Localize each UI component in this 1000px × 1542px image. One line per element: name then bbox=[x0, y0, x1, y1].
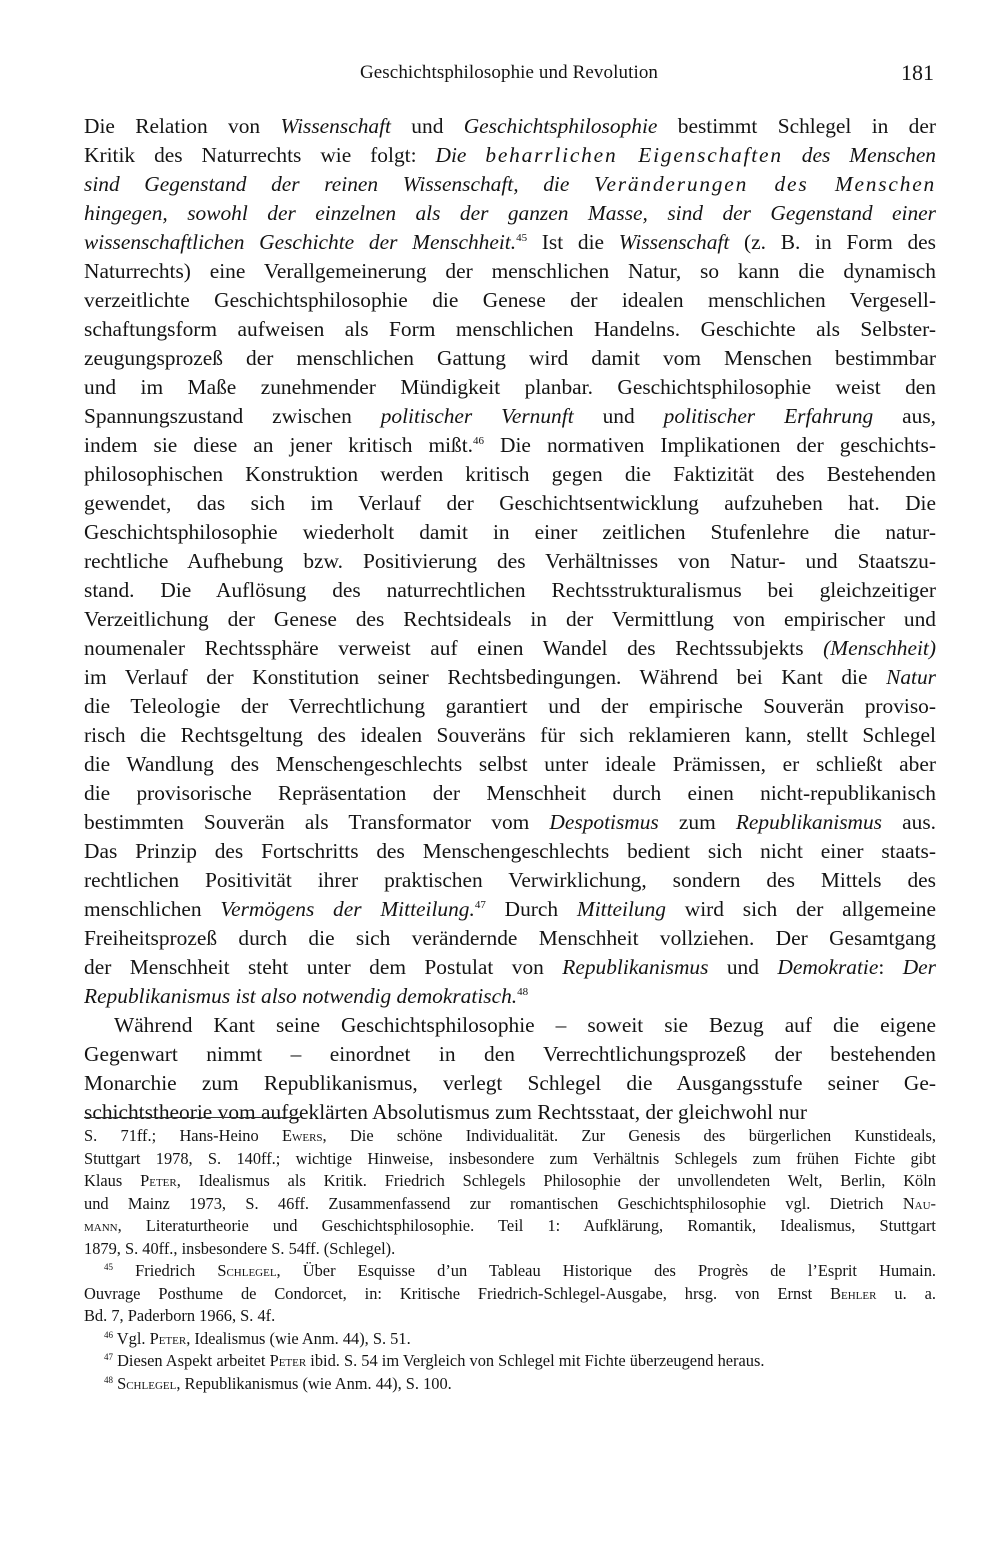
text-run: die Teleologie der Verrechtlichung garantiert und der empirische Souverän proviso- bbox=[84, 694, 936, 718]
text-line bbox=[84, 373, 936, 402]
footnote-marker: 45 bbox=[104, 1262, 113, 1272]
text-line bbox=[84, 286, 936, 315]
text-line bbox=[84, 866, 936, 895]
italic-text: Vermögens der Mitteilung. bbox=[220, 897, 475, 921]
footnote-marker: 45 bbox=[516, 232, 528, 244]
text-run: und im Maße zunehmender Mündigkeit planbar. Geschichtsphilosophie weist den bbox=[84, 375, 936, 399]
text-line bbox=[84, 112, 936, 141]
italic-text: Der bbox=[902, 955, 936, 979]
text-run: im Verlauf der Konstitution seiner Rechtsbedingungen. Während bei Kant die bbox=[84, 665, 887, 689]
text-run: Friedrich bbox=[113, 1261, 218, 1280]
footnote-line bbox=[84, 1170, 936, 1193]
text-run: und Mainz 1973, S. 46ff. Zusammenfassend zur romantischen Geschichtsphilosophie vgl. Dietrich bbox=[84, 1193, 903, 1213]
italic-text: wissenschaftlichen Geschichte der Menschheit. bbox=[84, 230, 517, 254]
footnote-line bbox=[84, 1193, 936, 1216]
footnote-line bbox=[84, 1148, 936, 1171]
footnote-line bbox=[84, 1328, 936, 1351]
footnote-marker: 48 bbox=[517, 986, 529, 998]
italic-text: politischer Vernunft bbox=[380, 404, 574, 428]
author-name: mann bbox=[84, 1216, 118, 1235]
text-run: Verzeitlichung der Genese des Rechtsideals in der Vermittlung von empirischer und bbox=[84, 607, 936, 631]
text-run: stand. Die Auflösung des naturrechtlichen Rechtsstrukturalismus bei gleichzeitiger bbox=[84, 578, 936, 602]
author-name: Nau- bbox=[902, 1193, 936, 1213]
text-line bbox=[84, 1069, 936, 1098]
italic-text: Natur bbox=[886, 665, 936, 689]
text-line bbox=[84, 692, 936, 721]
text-run: Ouvrage Posthume de Condorcet, in: Kritische Friedrich-Schlegel-Ausgabe, hrsg. von Ernst bbox=[84, 1283, 831, 1303]
text-line bbox=[84, 547, 936, 576]
text-run: aus. bbox=[882, 810, 936, 834]
text-line bbox=[84, 199, 936, 228]
text-run: Freiheitsprozeß durch die sich verändernde Menschheit vollziehen. Der Gesamtgang bbox=[84, 926, 936, 950]
text-run: zum bbox=[658, 810, 736, 834]
text-run: ibid. S. 54 im Vergleich von Schlegel mit Fichte überzeugend heraus. bbox=[306, 1351, 765, 1370]
text-run: die provisorische Repräsentation der Menschheit durch einen nicht-republikanisch bbox=[84, 781, 936, 805]
text-line bbox=[84, 344, 936, 373]
footnote-marker: 46 bbox=[104, 1329, 113, 1340]
text-run: Naturrechts) eine Verallgemeinerung der menschlichen Natur, so kann die dynamisch bbox=[84, 259, 936, 283]
text-line bbox=[84, 489, 936, 518]
text-line bbox=[84, 895, 936, 924]
text-run: risch die Rechtsgeltung des idealen Souveräns für sich reklamieren kann, stellt Schlegel bbox=[84, 723, 936, 747]
text-run: Geschichtsphilosophie wiederholt damit in einer zeitlichen Stufenlehre die natur- bbox=[84, 520, 936, 544]
text-line bbox=[84, 257, 936, 286]
text-run: Die Relation von bbox=[84, 114, 281, 138]
italic-text: politischer Erfahrung bbox=[663, 404, 874, 428]
text-line bbox=[84, 663, 936, 692]
italic-text: Geschichtsphilosophie bbox=[463, 114, 658, 138]
text-run: , Republikanismus (wie Anm. 44), S. 100. bbox=[176, 1373, 452, 1393]
text-line bbox=[84, 431, 936, 460]
text-line bbox=[84, 315, 936, 344]
text-run: wird sich der allgemeine bbox=[666, 897, 936, 921]
text-run: Durch bbox=[485, 897, 577, 921]
footnote-line bbox=[84, 1373, 936, 1396]
text-run: , Literaturtheorie und Geschichtsphilosophie. Teil 1: Aufklärung, Romantik, Idealismus, Stuttgart bbox=[117, 1216, 936, 1235]
author-name: Schlegel bbox=[117, 1373, 177, 1393]
text-run: die Wandlung des Menschengeschlechts selbst unter ideale Prämissen, er schließt aber bbox=[84, 752, 936, 776]
running-head-title: Geschichtsphilosophie und Revolution bbox=[359, 62, 659, 83]
italic-text: Republikanismus bbox=[562, 955, 709, 979]
text-run: Ist die bbox=[527, 230, 619, 254]
footnote-marker: 47 bbox=[104, 1352, 113, 1362]
italic-text: hingegen, sowohl der einzelnen als der ganzen Masse, sind der Gegenstand einer bbox=[84, 201, 936, 225]
italic-text: Republikanismus ist also notwendig demokratisch. bbox=[84, 984, 518, 1008]
text-line bbox=[84, 576, 936, 605]
text-line bbox=[84, 953, 936, 982]
text-line bbox=[84, 924, 936, 953]
text-line bbox=[84, 460, 936, 489]
footnote-line bbox=[84, 1350, 936, 1373]
text-line bbox=[84, 141, 936, 170]
italic-text: des Menschen bbox=[782, 143, 936, 167]
footnote-separator bbox=[84, 1117, 300, 1118]
text-run: der Menschheit steht unter dem Postulat von bbox=[84, 955, 563, 979]
text-run: Diesen Aspekt arbeitet bbox=[113, 1351, 270, 1370]
text-line bbox=[84, 721, 936, 750]
text-line bbox=[84, 779, 936, 808]
text-run: u. a. bbox=[876, 1283, 936, 1303]
text-run: , Idealismus als Kritik. Friedrich Schlegels Philosophie der unvollendeten Welt, Berlin, Köln bbox=[176, 1171, 936, 1190]
text-line bbox=[84, 750, 936, 779]
footnote-line bbox=[84, 1215, 936, 1238]
text-run: menschlichen bbox=[84, 897, 221, 921]
text-run: rechtliche Aufhebung bzw. Positivierung des Verhältnisses von Natur- und Staatszu- bbox=[84, 549, 936, 573]
text-run: Klaus bbox=[84, 1171, 141, 1190]
author-name: Peter bbox=[269, 1351, 307, 1370]
page-number: 181 bbox=[901, 60, 934, 85]
running-head bbox=[84, 58, 934, 88]
footnote-line bbox=[84, 1125, 936, 1148]
text-run: gewendet, das sich im Verlauf der Geschichtsentwicklung aufzuheben hat. Die bbox=[84, 491, 936, 515]
author-name: Behler bbox=[830, 1283, 877, 1303]
author-name: Peter bbox=[149, 1328, 187, 1348]
text-run: Kritik des Naturrechts wie folgt: bbox=[84, 143, 436, 167]
italic-text: Despotismus bbox=[549, 810, 659, 834]
text-run: Die normativen Implikationen der geschichts- bbox=[484, 433, 936, 457]
footnote-marker: 47 bbox=[474, 899, 486, 911]
text-run: Spannungszustand zwischen bbox=[84, 404, 381, 428]
author-name: Peter bbox=[140, 1171, 177, 1190]
text-run: noumenaler Rechtssphäre verweist auf einen Wandel des Rechtssubjekts bbox=[84, 636, 824, 660]
text-line bbox=[84, 982, 936, 1011]
text-line bbox=[84, 1098, 936, 1127]
text-run: , Die schöne Individualität. Zur Genesis des bürgerlichen Kunstideals, bbox=[322, 1126, 936, 1145]
italic-text: Wissenschaft bbox=[280, 114, 391, 138]
text-line bbox=[84, 402, 936, 431]
text-line bbox=[84, 228, 936, 257]
footnote-line bbox=[84, 1305, 936, 1328]
text-run: verzeitlichte Geschichtsphilosophie die Genese der idealen menschlichen Vergesell- bbox=[84, 288, 936, 312]
text-run: (z. B. in Form des bbox=[729, 230, 936, 254]
text-run: Vgl. bbox=[113, 1328, 150, 1348]
text-run: Stuttgart 1978, S. 140ff.; wichtige Hinweise, insbesondere zum Verhältnis Schlegels zum frühen Fichte gibt bbox=[84, 1148, 936, 1168]
text-run: indem sie diese an jener kritisch mißt. bbox=[84, 433, 474, 457]
text-line bbox=[84, 1011, 936, 1040]
author-name: Ewers bbox=[281, 1126, 323, 1145]
text-run: Bd. 7, Paderborn 1966, S. 4f. bbox=[84, 1306, 276, 1325]
italic-text: Die bbox=[435, 143, 486, 167]
text-run: S. 71ff.; Hans-Heino bbox=[84, 1126, 282, 1145]
italic-text: Demokratie bbox=[777, 955, 879, 979]
text-run: , Über Esquisse d’un Tableau Historique des Progrès de l’Esprit Humain. bbox=[276, 1261, 936, 1280]
footnote-line bbox=[84, 1260, 936, 1283]
footnote-marker: 46 bbox=[473, 435, 485, 447]
text-run: Das Prinzip des Fortschritts des Menschengeschlechts bedient sich nicht einer staats- bbox=[84, 839, 936, 863]
text-run: , Idealismus (wie Anm. 44), S. 51. bbox=[186, 1328, 411, 1348]
footnotes bbox=[84, 1125, 936, 1395]
text-run: : bbox=[878, 955, 903, 979]
text-line bbox=[84, 170, 936, 199]
text-line bbox=[84, 518, 936, 547]
text-run: zeugungsprozeß der menschlichen Gattung wird damit vom Menschen bestimmbar bbox=[84, 346, 936, 370]
italic-text: (Menschheit) bbox=[823, 636, 936, 660]
text-run: Monarchie zum Republikanismus, verlegt Schlegel die Ausgangsstufe seiner Ge- bbox=[84, 1071, 936, 1095]
footnote-line bbox=[84, 1283, 936, 1306]
spaced-italic-text: beharrlichen Eigenschaften bbox=[485, 143, 783, 167]
text-run: und bbox=[573, 404, 664, 428]
text-line bbox=[84, 1040, 936, 1069]
text-run: bestimmt Schlegel in der bbox=[657, 114, 936, 138]
text-run: 1879, S. 40ff., insbesondere S. 54ff. (Schlegel). bbox=[84, 1238, 396, 1258]
text-line bbox=[84, 605, 936, 634]
main-text bbox=[84, 112, 936, 1127]
italic-text: Mitteilung bbox=[576, 897, 666, 921]
text-run: aus, bbox=[873, 404, 936, 428]
footnote-marker: 48 bbox=[104, 1374, 113, 1385]
italic-text: Wissenschaft bbox=[618, 230, 730, 254]
text-run: rechtlichen Positivität ihrer praktischen Verwirklichung, sondern des Mittels des bbox=[84, 868, 936, 892]
text-run: und bbox=[708, 955, 778, 979]
spaced-italic-text: Veränderungen des Menschen bbox=[594, 172, 936, 196]
text-run: schichtstheorie vom aufgeklärten Absolutismus zum Rechtsstaat, der gleichwohl nur bbox=[84, 1100, 807, 1124]
text-line bbox=[84, 808, 936, 837]
author-name: Schlegel bbox=[217, 1261, 277, 1280]
text-run: und bbox=[390, 114, 464, 138]
text-run: bestimmten Souverän als Transformator vom bbox=[84, 810, 550, 834]
text-run: philosophischen Konstruktion werden kritisch gegen die Faktizität des Bestehenden bbox=[84, 462, 936, 486]
text-run: Während Kant seine Geschichtsphilosophie – soweit sie Bezug auf die eigene bbox=[114, 1013, 936, 1037]
text-run: Gegenwart nimmt – einordnet in den Verrechtlichungsprozeß der bestehenden bbox=[84, 1042, 936, 1066]
text-run: schaftungsform aufweisen als Form menschlichen Handelns. Geschichte als Selbster- bbox=[84, 317, 936, 341]
text-line bbox=[84, 634, 936, 663]
footnote-line bbox=[84, 1238, 936, 1261]
text-line bbox=[84, 837, 936, 866]
italic-text: Republikanismus bbox=[735, 810, 882, 834]
italic-text: sind Gegenstand der reinen Wissenschaft, die bbox=[84, 172, 594, 196]
